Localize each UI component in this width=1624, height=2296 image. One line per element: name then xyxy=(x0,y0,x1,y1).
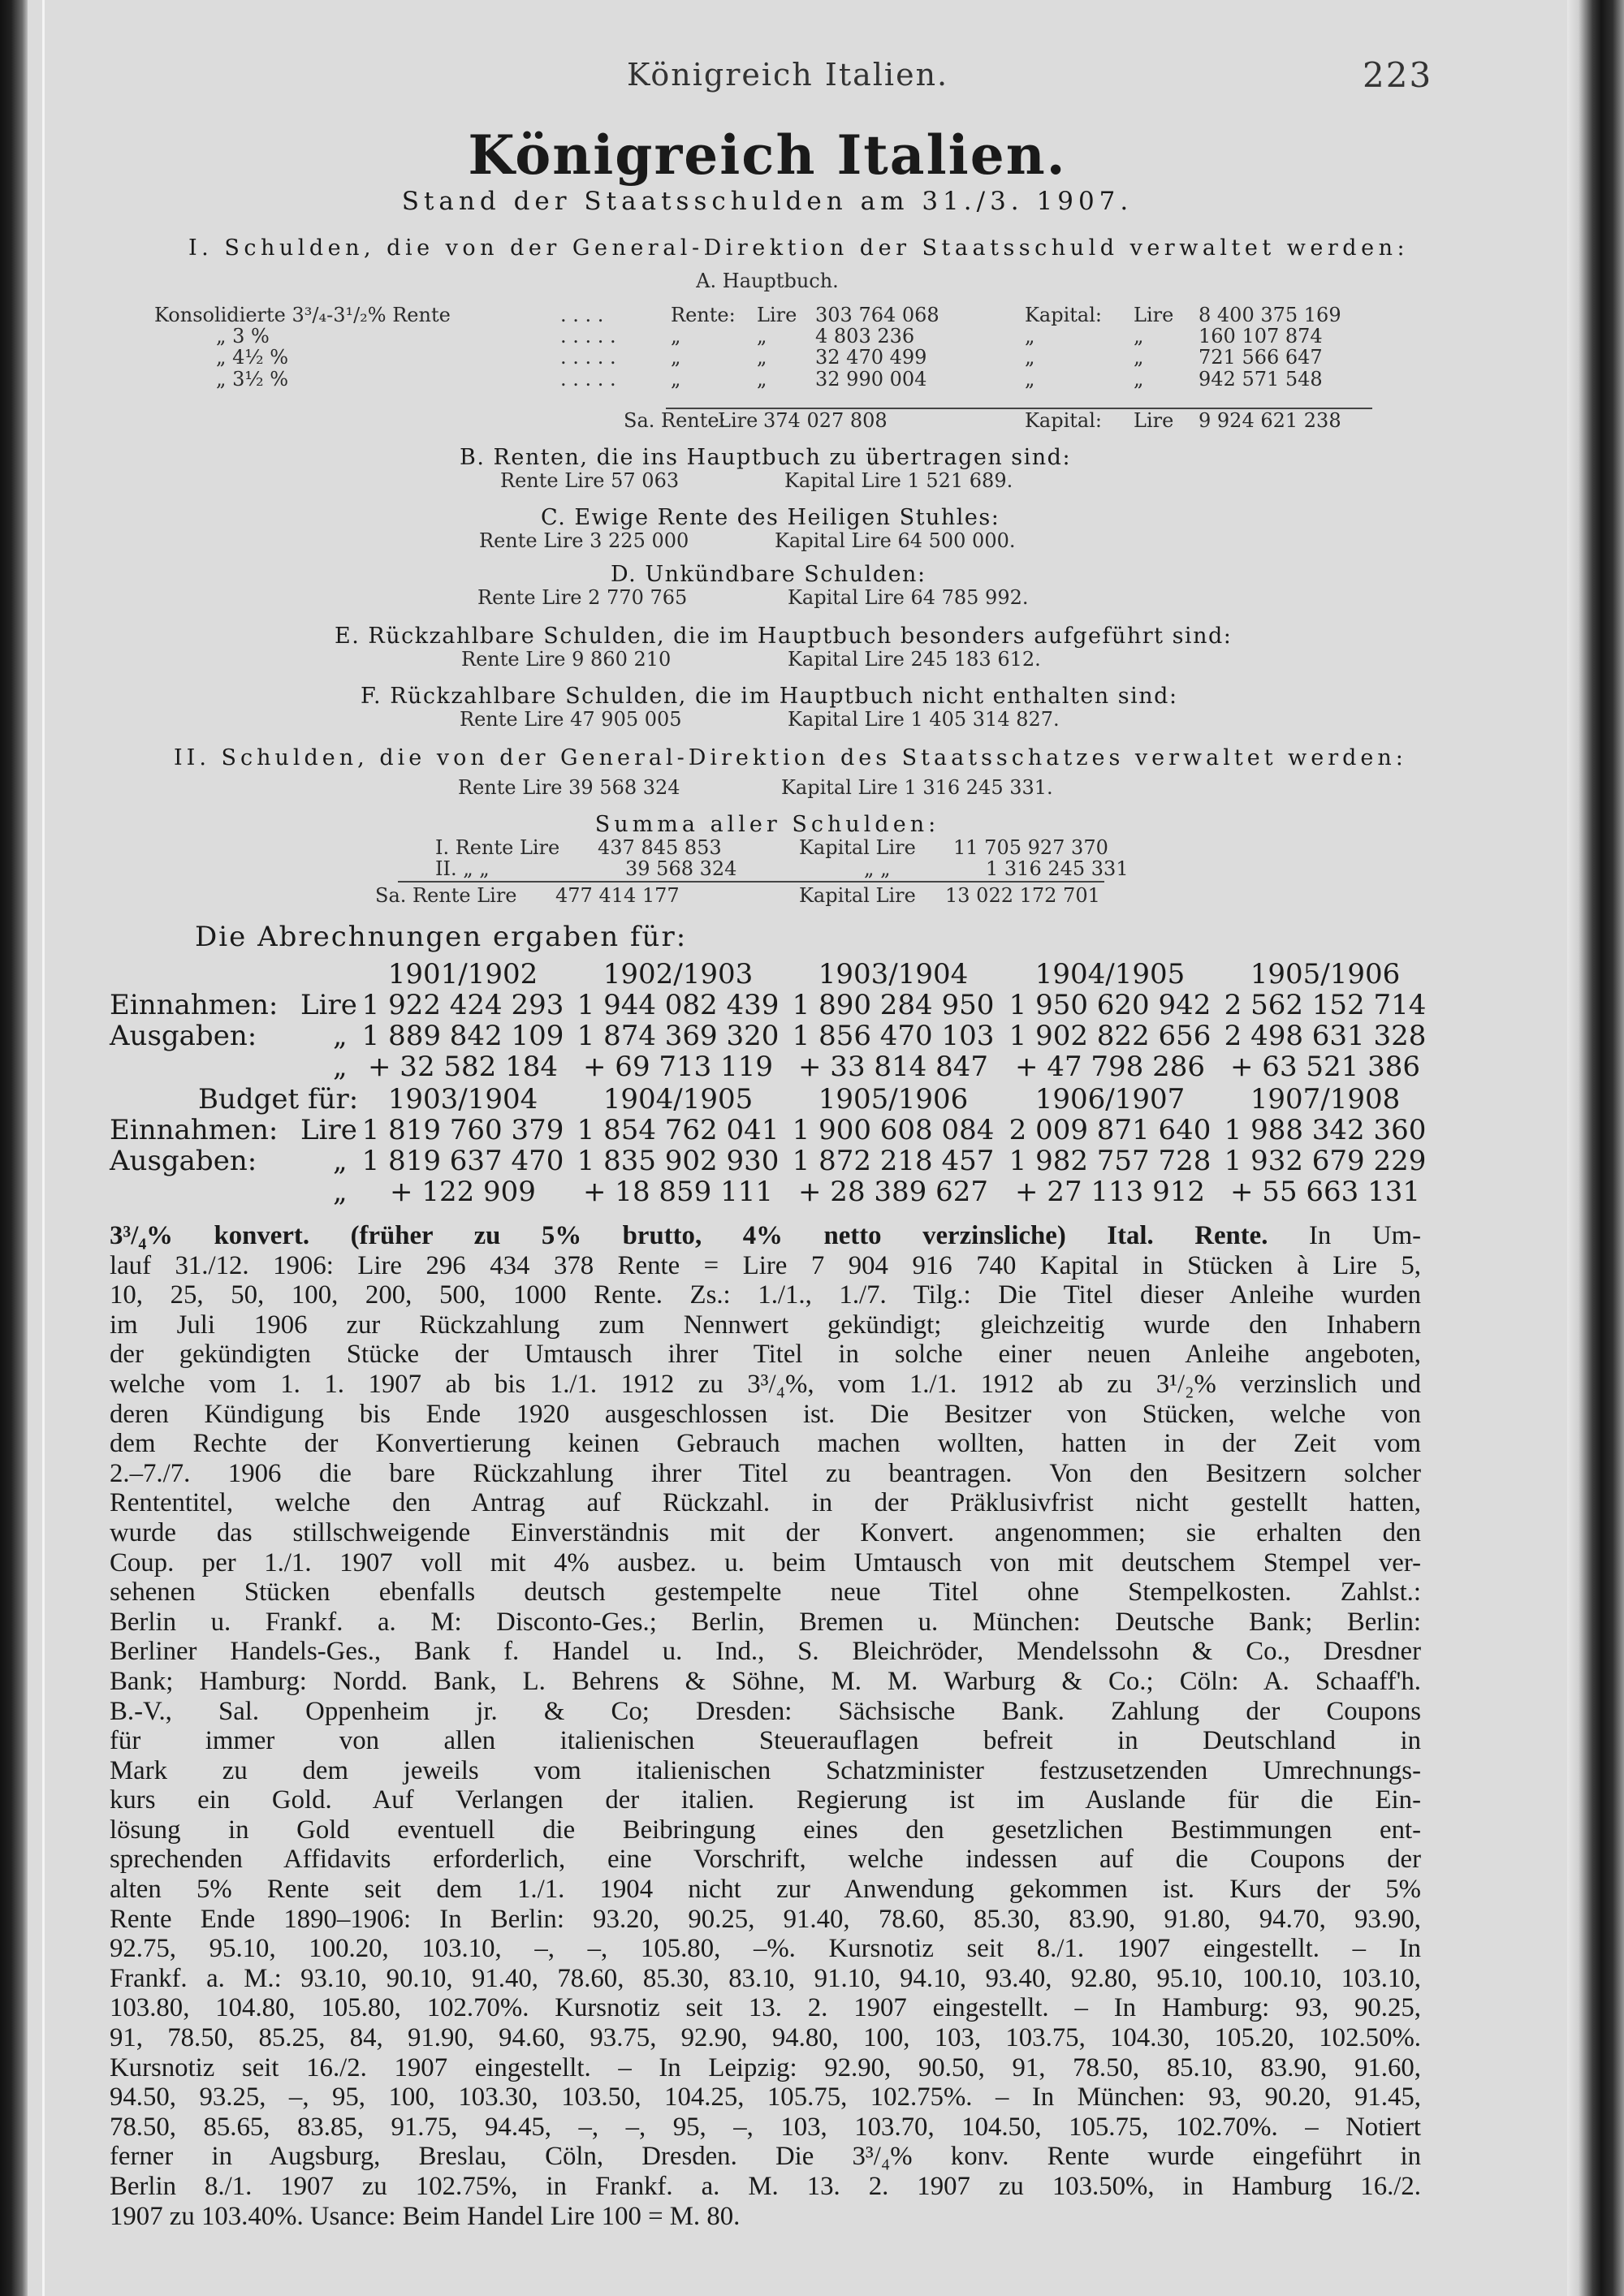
subtitle: Stand der Staatsschulden am 31./3. 1907. xyxy=(401,187,1134,216)
row-kapital-label: „ xyxy=(1025,325,1035,347)
paragraph-line: Mark zu dem jeweils vom italienischen Schatzminister festzusetzenden Umrechnungs- xyxy=(110,1755,1421,1785)
page-number: 223 xyxy=(1363,55,1433,95)
value-cell: 2 009 871 640 xyxy=(1009,1114,1212,1146)
value-cell: 1 922 424 293 xyxy=(361,989,564,1021)
value-cell: 1 902 822 656 xyxy=(1009,1020,1212,1052)
value-cell: 2 498 631 328 xyxy=(1224,1020,1427,1052)
year-header: 1907/1908 xyxy=(1250,1083,1401,1116)
value-cell: 1 835 902 930 xyxy=(577,1145,780,1177)
row-rente-currency: „ xyxy=(757,346,767,369)
paragraph-line: 92.75, 95.10, 100.20, 103.10, –, –, 105.80, –%. Kursnotiz seit 8./1. 1907 eingestellt. – In xyxy=(110,1934,1421,1964)
summa-row-kapital-label: „ „ xyxy=(864,857,891,880)
row-rente-currency: Lire xyxy=(757,304,797,326)
row-name: „ 3 % xyxy=(216,325,270,347)
paragraph-line: lösung in Gold eventuell die Beibringung eines den gesetzlichen Bestimmungen ent- xyxy=(110,1815,1421,1845)
row-label: Ausgaben: xyxy=(110,1020,257,1052)
paragraph-line: 1907 zu 103.40%. Usance: Beim Handel Lire 100 = M. 80. xyxy=(110,2201,741,2231)
value-cell: 1 819 760 379 xyxy=(361,1114,564,1146)
row-kapital: 721 566 647 xyxy=(1199,346,1323,369)
summa-row-kapital: 1 316 245 331 xyxy=(986,857,1129,880)
paragraph-line: der gekündigten Stücke der Umtausch ihrer Titel in solche einer neuen Anleihe angeboten, xyxy=(110,1340,1421,1370)
row-unit: Lire xyxy=(300,989,357,1021)
row-unit: „ xyxy=(333,1145,348,1177)
value-cell: 1 856 470 103 xyxy=(792,1020,995,1052)
paragraph-line: für immer von allen italienischen Steuerauflagen befreit in Deutschland in xyxy=(110,1726,1421,1756)
paragraph-line: im Juli 1906 zur Rückzahlung zum Nennwert gekündigt; gleichzeitig wurde den Inhabern xyxy=(110,1310,1421,1340)
row-rente: 32 990 004 xyxy=(815,368,927,391)
row-kapital-currency: Lire xyxy=(1134,304,1174,326)
sum-kapital: 9 924 621 238 xyxy=(1199,409,1341,432)
summa-row-label: II. „ „ xyxy=(435,857,490,880)
section-heading-A: A. Hauptbuch. xyxy=(696,270,839,292)
value-cell: 1 889 842 109 xyxy=(361,1020,564,1052)
summa-sum-label: Sa. Rente Lire xyxy=(375,884,517,907)
row-rente-label: „ xyxy=(671,346,681,369)
paragraph-line: kurs ein Gold. Auf Verlangen der italien. Regierung ist im Auslande für die Ein- xyxy=(110,1785,1421,1815)
row-name: Konsolidierte 3³/₄-3¹/₂% Rente xyxy=(154,304,451,326)
row-unit: Lire xyxy=(300,1114,357,1146)
page-title: Königreich Italien. xyxy=(468,123,1067,187)
sub-section-rente: Rente Lire 47 905 005 xyxy=(460,708,682,731)
sum-kapital-label: Kapital: xyxy=(1025,409,1102,432)
row-rente: 32 470 499 xyxy=(815,346,927,369)
summa-sum-kapital: 13 022 172 701 xyxy=(945,884,1100,907)
sub-section-rente: Rente Lire 2 770 765 xyxy=(477,586,688,609)
sub-section-title: B. Renten, die ins Hauptbuch zu übertragen sind: xyxy=(460,445,1072,470)
value-cell: 1 874 369 320 xyxy=(577,1020,780,1052)
value-cell: 2 562 152 714 xyxy=(1224,989,1427,1021)
paragraph-line: welche vom 1. 1. 1907 ab bis 1./1. 1912 zu 3³/₄%, vom 1./1. 1912 ab zu 3¹/₂% verzinslich und xyxy=(110,1369,1421,1399)
summa-sum-rente: 477 414 177 xyxy=(555,884,680,907)
value-cell: 1 900 608 084 xyxy=(792,1114,995,1146)
paragraph-line: wurde das stillschweigende Einverständnis mit der Konvert. angenommen; sie erhalten den xyxy=(110,1517,1421,1547)
value-cell: + 33 814 847 xyxy=(798,1051,988,1083)
value-cell: + 47 798 286 xyxy=(1015,1051,1205,1083)
first-line-rest: In Um- xyxy=(1309,1221,1421,1250)
paragraph-line: sprechenden Affidavits erforderlich, eine Vorschrift, welche indessen auf die Coupons der xyxy=(110,1845,1421,1875)
row-kapital-currency: „ xyxy=(1134,368,1144,391)
row-kapital-currency: „ xyxy=(1134,325,1144,347)
value-cell: 1 872 218 457 xyxy=(792,1145,995,1177)
row-label: Einnahmen: xyxy=(110,1114,279,1146)
value-cell: 1 890 284 950 xyxy=(792,989,995,1021)
value-cell: + 69 713 119 xyxy=(583,1051,773,1083)
row-rente-currency: „ xyxy=(757,368,767,391)
year-header: 1905/1906 xyxy=(1250,958,1401,990)
summa-row-label: I. Rente Lire xyxy=(435,836,560,859)
row-kapital: 8 400 375 169 xyxy=(1199,304,1341,326)
row-name: „ 3½ % xyxy=(216,368,289,391)
row-rente-label: „ xyxy=(671,325,681,347)
sub-section-title: C. Ewige Rente des Heiligen Stuhles: xyxy=(541,505,1000,530)
summa-row-rente: 437 845 853 xyxy=(598,836,722,859)
paragraph-line: Rente Ende 1890–1906: In Berlin: 93.20, 90.25, 91.40, 78.60, 85.30, 83.90, 91.80, 94.70, 93.90, xyxy=(110,1904,1421,1934)
year-header: 1905/1906 xyxy=(818,1083,969,1116)
bond-paragraph xyxy=(110,1221,1421,2231)
sub-section-title: D. Unkündbare Schulden: xyxy=(611,562,926,587)
value-cell: + 122 909 xyxy=(390,1176,536,1208)
value-cell: + 55 663 131 xyxy=(1230,1176,1420,1208)
row-rente-currency: „ xyxy=(757,325,767,347)
sub-section-rente: Rente Lire 57 063 xyxy=(500,469,680,492)
paragraph-line: ferner in Augsburg, Breslau, Cöln, Dresden. Die 3³/₄% konv. Rente wurde eingeführt in xyxy=(110,2142,1421,2172)
sub-section-rente: Rente Lire 3 225 000 xyxy=(479,529,689,552)
value-cell: + 32 582 184 xyxy=(368,1051,558,1083)
budget-intro: Budget für: xyxy=(198,1083,359,1116)
paragraph-line: 10, 25, 50, 100, 200, 500, 1000 Rente. Zs.: 1./1., 1./7. Tilg.: Die Titel dieser Anleihe wurden xyxy=(110,1280,1421,1310)
year-header: 1903/1904 xyxy=(818,958,969,990)
row-kapital-label: „ xyxy=(1025,346,1035,369)
value-cell: 1 982 757 728 xyxy=(1009,1145,1212,1177)
running-title: Königreich Italien. xyxy=(627,57,949,93)
year-header: 1906/1907 xyxy=(1034,1083,1186,1116)
value-cell: 1 988 342 360 xyxy=(1224,1114,1427,1146)
row-unit: „ xyxy=(333,1051,348,1083)
value-cell: + 18 859 111 xyxy=(583,1176,773,1208)
sum-rente: 374 027 808 xyxy=(763,409,888,432)
paragraph-line: 91, 78.50, 85.25, 84, 91.90, 94.60, 93.75, 92.90, 94.80, 100, 103, 103.75, 104.30, 105.20, 102.50%. xyxy=(110,2023,1421,2053)
year-header: 1902/1903 xyxy=(603,958,754,990)
paragraph-first-line xyxy=(110,1221,1421,1251)
bond-heading: 3³/₄% konvert. (früher zu 5% brutto, 4% netto verzinsliche) Ital. Rente. xyxy=(110,1221,1268,1250)
paragraph-line: Rententitel, welche den Antrag auf Rückzahl. in der Präklusivfrist nicht gestellt hatten, xyxy=(110,1488,1421,1518)
paragraph-line: Frankf. a. M.: 93.10, 90.10, 91.40, 78.60, 85.30, 83.10, 91.10, 94.10, 93.40, 92.80, 95.10, 100.10, 103.10, xyxy=(110,1963,1421,1993)
paragraph-line: Berlin u. Frankf. a. M: Disconto-Ges.; Berlin, Bremen u. München: Deutsche Bank; Berlin: xyxy=(110,1607,1421,1637)
sub-section-kapital: Kapital Lire 1 521 689. xyxy=(784,469,1013,492)
value-cell: 1 819 637 470 xyxy=(361,1145,564,1177)
paragraph-line: 103.80, 104.80, 105.80, 102.70%. Kursnotiz seit 13. 2. 1907 eingestellt. – In Hamburg: 93, 90.25, xyxy=(110,1993,1421,2023)
summa-row-kapital-label: Kapital Lire xyxy=(799,836,916,859)
row-name: „ 4½ % xyxy=(216,346,289,369)
row-dots: . . . . . xyxy=(560,368,616,391)
sub-section-kapital: Kapital Lire 245 183 612. xyxy=(788,648,1041,671)
paragraph-lines xyxy=(110,1251,1421,2232)
paragraph-line: Berliner Handels-Ges., Bank f. Handel u. Ind., S. Bleichröder, Mendelssohn & Co., Dresdner xyxy=(110,1637,1421,1667)
row-dots: . . . . . xyxy=(560,346,616,369)
value-cell: 1 932 679 229 xyxy=(1224,1145,1427,1177)
paragraph-line: Bank; Hamburg: Nordd. Bank, L. Behrens & Söhne, M. M. Warburg & Co.; Cöln: A. Schaaff'h. xyxy=(110,1666,1421,1696)
section-heading-II: II. Schulden, die von der General-Direktion des Staatsschatzes verwaltet werden: xyxy=(174,745,1407,770)
year-header: 1904/1905 xyxy=(603,1083,754,1116)
sub-section-kapital: Kapital Lire 64 500 000. xyxy=(775,529,1016,552)
paragraph-line: 2.–7./7. 1906 die bare Rückzahlung ihrer Titel zu beantragen. Von den Besitzern solcher xyxy=(110,1458,1421,1488)
paragraph-line: Kursnotiz seit 16./2. 1907 eingestellt. – In Leipzig: 92.90, 90.50, 91, 78.50, 85.10, 83.90, 91.60, xyxy=(110,2052,1421,2082)
summa-row-rente: 39 568 324 xyxy=(625,857,737,880)
row-kapital-label: Kapital: xyxy=(1025,304,1102,326)
value-cell: + 28 389 627 xyxy=(798,1176,988,1208)
paragraph-line: 78.50, 85.65, 83.85, 91.75, 94.45, –, –, 95, –, 103, 103.70, 104.50, 105.75, 102.70%. – Notiert xyxy=(110,2112,1421,2142)
row-unit: „ xyxy=(333,1176,348,1208)
section-II-kapital: Kapital Lire 1 316 245 331. xyxy=(781,776,1053,799)
sub-section-kapital: Kapital Lire 1 405 314 827. xyxy=(788,708,1060,731)
paragraph-line: deren Kündigung bis Ende 1920 ausgeschlossen ist. Die Besitzer von Stücken, welche von xyxy=(110,1399,1421,1429)
row-kapital: 942 571 548 xyxy=(1199,368,1323,391)
year-header: 1903/1904 xyxy=(387,1083,538,1116)
section-heading-I: I. Schulden, die von der General-Direktion der Staatsschuld verwaltet werden: xyxy=(188,235,1410,261)
row-label: Einnahmen: xyxy=(110,989,279,1021)
row-kapital-currency: „ xyxy=(1134,346,1144,369)
row-rente: 303 764 068 xyxy=(815,304,939,326)
row-rente: 4 803 236 xyxy=(815,325,915,347)
row-rente-label: „ xyxy=(671,368,681,391)
paragraph-line: alten 5% Rente seit dem 1./1. 1904 nicht zur Anwendung gekommen ist. Kurs der 5% xyxy=(110,1875,1421,1905)
value-cell: 1 950 620 942 xyxy=(1009,989,1212,1021)
paragraph-line: 94.50, 93.25, –, 95, 100, 103.30, 103.50, 104.25, 105.75, 102.75%. – In München: 93, 90.20, 91.45, xyxy=(110,2082,1421,2113)
paragraph-line: Coup. per 1./1. 1907 voll mit 4% ausbez. u. beim Umtausch von mit deutschem Stempel ver- xyxy=(110,1547,1421,1577)
summa-sum-kapital-label: Kapital Lire xyxy=(799,884,916,907)
row-label: Ausgaben: xyxy=(110,1145,257,1177)
sub-section-title: E. Rückzahlbare Schulden, die im Hauptbuch besonders aufgeführt sind: xyxy=(335,624,1233,649)
paragraph-line: dem Rechte der Konvertierung keinen Gebrauch machen wollten, hatten in der Zeit vom xyxy=(110,1429,1421,1459)
year-header: 1904/1905 xyxy=(1034,958,1186,990)
row-dots: . . . . . xyxy=(560,325,616,347)
value-cell: + 27 113 912 xyxy=(1015,1176,1205,1208)
sub-section-title: F. Rückzahlbare Schulden, die im Hauptbuch nicht enthalten sind: xyxy=(361,684,1178,709)
sum-kapital-currency: Lire xyxy=(1134,409,1174,432)
paragraph-line: sehenen Stücken ebenfalls deutsch gestempelte neue Titel ohne Stempelkosten. Zahlst.: xyxy=(110,1577,1421,1608)
paragraph-line: lauf 31./12. 1906: Lire 296 434 378 Rente = Lire 7 904 916 740 Kapital in Stücken à Lire 5, xyxy=(110,1250,1421,1280)
paragraph-line: B.-V., Sal. Oppenheim jr. & Co; Dresden: Sächsische Bank. Zahlung der Coupons xyxy=(110,1696,1421,1726)
value-cell: 1 944 082 439 xyxy=(577,989,780,1021)
sub-section-kapital: Kapital Lire 64 785 992. xyxy=(788,586,1029,609)
sum-label: Sa. Rente: xyxy=(624,409,726,432)
value-cell: 1 854 762 041 xyxy=(577,1114,780,1146)
summa-row-kapital: 11 705 927 370 xyxy=(953,836,1108,859)
summa-title: Summa aller Schulden: xyxy=(594,812,940,837)
sum-rente-currency: Lire xyxy=(718,409,758,432)
row-rente-label: Rente: xyxy=(671,304,736,326)
row-dots: . . . . xyxy=(560,304,604,326)
year-header: 1901/1902 xyxy=(387,958,538,990)
summa-rule xyxy=(398,881,1104,883)
sub-section-rente: Rente Lire 9 860 210 xyxy=(461,648,672,671)
section-II-rente: Rente Lire 39 568 324 xyxy=(458,776,680,799)
value-cell: + 63 521 386 xyxy=(1230,1051,1420,1083)
row-kapital-label: „ xyxy=(1025,368,1035,391)
row-kapital: 160 107 874 xyxy=(1199,325,1323,347)
paragraph-line: Berlin 8./1. 1907 zu 102.75%, in Frankf. a. M. 13. 2. 1907 zu 103.50%, in Hamburg 16./2. xyxy=(110,2172,1421,2201)
row-unit: „ xyxy=(333,1020,348,1052)
abrechnungen-intro: Die Abrechnungen ergaben für: xyxy=(195,921,688,953)
